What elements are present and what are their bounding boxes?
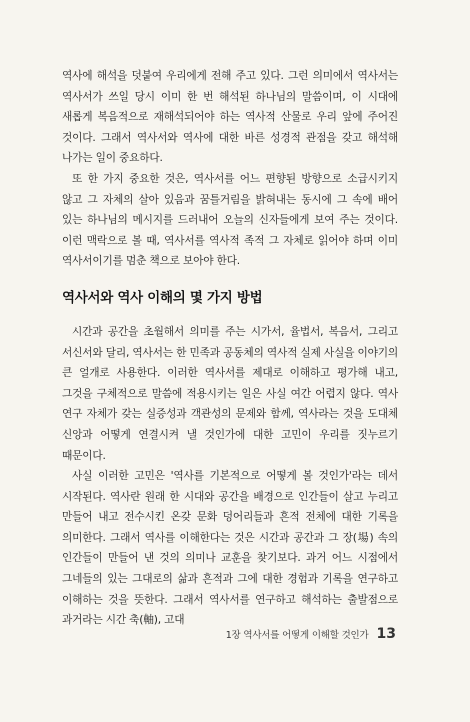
running-footer-chapter-title: 1장 역사서를 어떻게 이해할 것인가: [225, 630, 369, 641]
paragraph-1: 역사에 해석을 덧붙여 우리에게 전해 주고 있다. 그런 의미에서 역사서는 역사서가 쓰일 당시 이미 한 번 해석된 하나님의 말씀이며, 이 시대에 새롭게 복음적으로 재해석되어야 하는 역사적 산물로 우리 앞에 주어진 것이다. 그래서 역사서와 역사에 대한 바른 성경적 관점을 갖고 해석해 나가는 일이 중요하다.: [62, 69, 398, 165]
page-footer: [226, 626, 396, 642]
section-heading: 역사서와 역사 이해의 몇 가지 방법: [62, 289, 263, 306]
page-number: 13: [376, 626, 396, 642]
section-paragraph-1: 시간과 공간을 초월해서 의미를 주는 시가서, 율법서, 복음서, 그리고 서신서와 달리, 역사서는 한 민족과 공동체의 역사적 실제 사실을 이야기의 큰 얼개로 사용한다. 이러한 역사서를 제대로 이해하고 평가해 내고, 그것을 구체적으로 말씀에 적용시키는 일은 사실 여간 어렵지 않다. 역사 연구 자체가 갖는 실증성과 객관성의 문제와 함께, 역사라는 것을 도대체 신앙과 어떻게 연결시켜 낼 것인가에 대한 고민이 우리를 짓누르기 때문이다.: [62, 324, 398, 462]
paragraph-2: 또 한 가지 중요한 것은, 역사서를 어느 편향된 방향으로 소급시키지 않고 그 자체의 살아 있음과 꿈틀거림을 밝혀내는 동시에 그 속에 배어 있는 하나님의 메시지를 드러내어 오늘의 신자들에게 보여 주는 것이다. 이런 맥락으로 볼 때, 역사서를 역사적 족적 그 자체로 읽어야 하며 이미 역사서이기를 멈춘 책으로 보아야 한다.: [62, 171, 398, 268]
body-text: [62, 66, 398, 631]
section-paragraph-2: 사실 이러한 고민은 '역사를 기본적으로 어떻게 볼 것인가'라는 데서 시작된다. 역사란 원래 한 시대와 공간을 배경으로 인간들이 살고 누리고 만들어 내고 전수시킨 온갖 문화 덩어리들과 흔적 전체에 대한 기록을 의미한다. 그래서 역사를 이해한다는 것은 시간과 공간과 그 장(場) 속의 인간들이 만들어 낸 것의 의미나 교훈을 찾기보다. 과거 어느 시점에서 그네들의 있는 그대로의 삶과 흔적과 그에 대한 경험과 기록을 연구하고 이해하는 것을 뜻한다. 그래서 역사서를 연구하고 해석하는 출발점으로 과거라는 시간 축(軸), 고대: [62, 469, 398, 627]
